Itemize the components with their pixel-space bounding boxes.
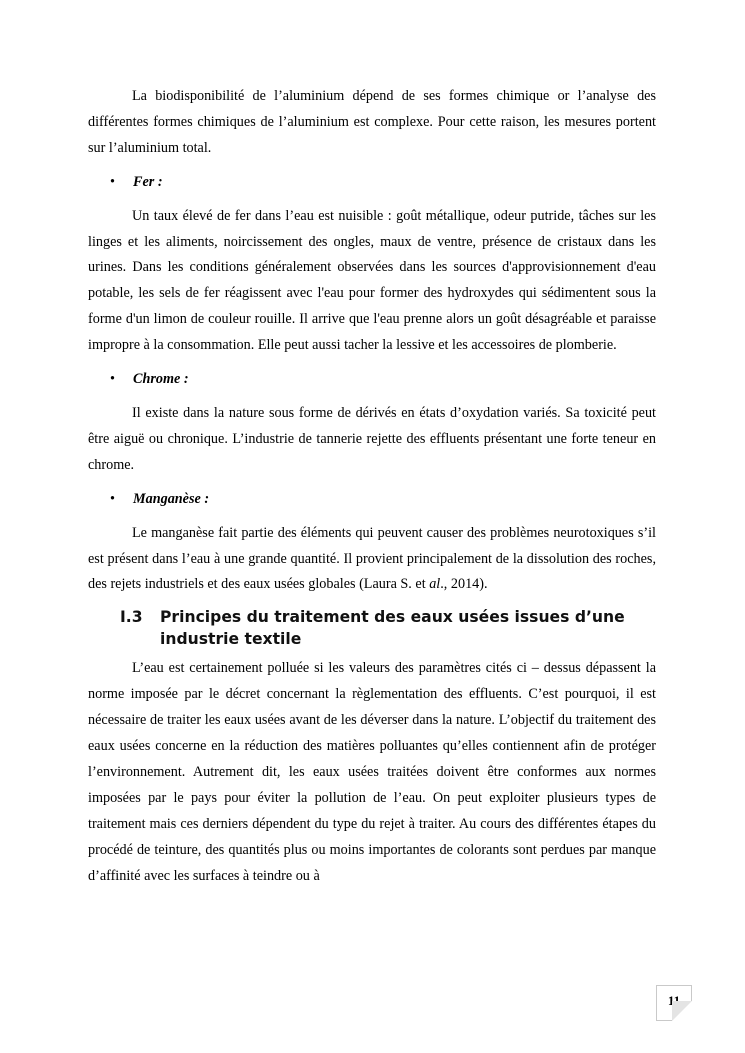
bullet-label-chrome: Chrome :	[133, 371, 189, 388]
bullet-manganese	[88, 487, 656, 513]
paragraph-manganese	[88, 521, 656, 599]
page-number: 11	[667, 993, 681, 1008]
document-page	[88, 84, 656, 889]
section-title: Principes du traitement des eaux usées issues d’une industrie textile	[160, 608, 625, 649]
page-number-badge	[656, 985, 692, 1021]
paragraph-traitement: L’eau est certainement polluée si les valeurs des paramètres cités ci – dessus dépassent la norme imposée par le décret concernant la règlementation des effluents. C’est pourquoi, il est nécessaire de traiter les eaux usées avant de les déverser dans la nature. L’objectif du traitement des eaux usées concerne en la réduction des matières polluantes qu’elles contiennent afin de protéger l’environnement. Autrement dit, les eaux usées traitées doivent être conformes aux normes imposées par le pays pour éviter la pollution de l’eau. On peut exploiter plusieurs types de traitement mais ces derniers dépendent du type du rejet à traiter. Au cours des différentes étapes du procédé de teinture, des quantités plus ou moins importantes de colorants sont perdues par manque d’affinité avec les surfaces à teindre ou à	[88, 660, 656, 884]
bullet-dot-icon: •	[110, 490, 115, 507]
paragraph-aluminium: La biodisponibilité de l’aluminium dépend de ses formes chimique or l’analyse des différentes formes chimiques de l’aluminium est complexe. Pour cette raison, les mesures portent sur l’aluminium total.	[88, 88, 656, 156]
bullet-label-fer: Fer :	[133, 173, 163, 190]
manganese-text: Le manganèse fait partie des éléments qui peuvent causer des problèmes neurotoxiques s’il est présent dans l’eau à une grande quantité. Il provient principalement de la dissolution des roches, des rejets industriels et des eaux usées globales (Laura S. et	[88, 524, 656, 593]
page-curl-icon	[672, 1001, 692, 1021]
section-heading	[88, 606, 656, 650]
paragraph-chrome: Il existe dans la nature sous forme de dérivés en états d’oxydation variés. Sa toxicité peut être aiguë ou chronique. L’industrie de tannerie rejette des effluents présentant une forte teneur en chrome.	[88, 404, 656, 473]
bullet-label-manganese: Manganèse :	[133, 490, 210, 507]
bullet-dot-icon: •	[110, 173, 115, 190]
bullet-fer	[88, 170, 656, 196]
citation-al: al	[429, 576, 441, 593]
bullet-dot-icon: •	[110, 371, 115, 388]
citation-year: ., 2014).	[440, 576, 488, 593]
bullet-chrome	[88, 367, 656, 393]
paragraph-fer: Un taux élevé de fer dans l’eau est nuisible : goût métallique, odeur putride, tâches sur les linges et les aliments, noircissement des ongles, maux de ventre, présence de cristaux dans les urines. Dans les conditions généralement observées dans les sources d'approvisionnement d'eau potable, les sels de fer réagissent avec l'eau pour former des hydroxydes qui sédimentent sous la forme d'un limon de couleur rouille. Il arrive que l'eau prenne alors un goût désagréable et paraisse impropre à la consommation. Elle peut aussi tacher la lessive et les accessoires de plomberie.	[88, 207, 656, 354]
section-number: I.3	[120, 608, 143, 627]
